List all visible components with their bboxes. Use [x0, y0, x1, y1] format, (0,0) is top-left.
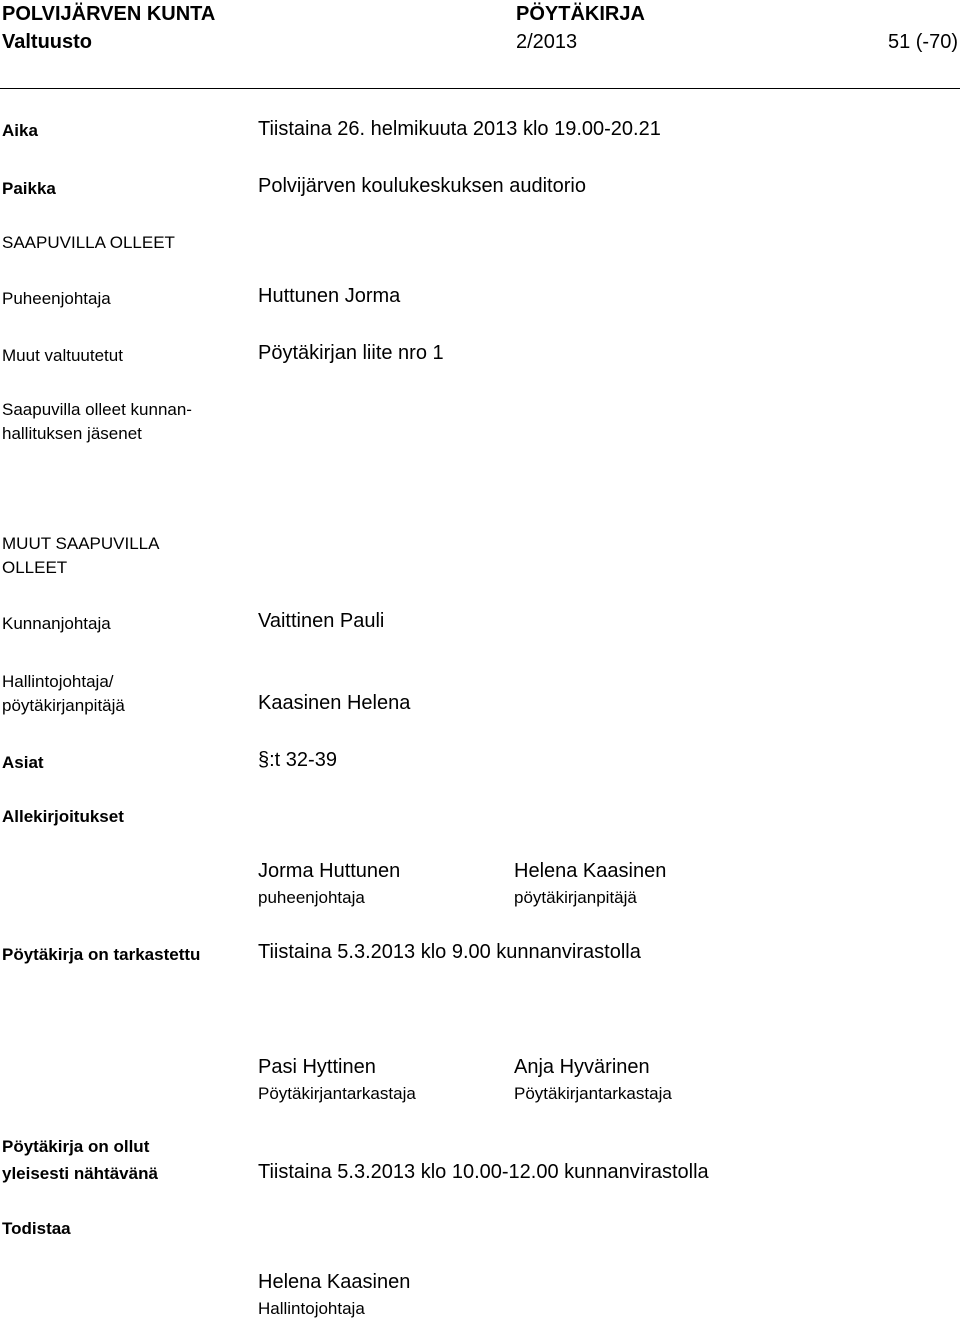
review-value: Tiistaina 5.3.2013 klo 9.00 kunnanvirastolla	[258, 941, 641, 963]
body-name: Valtuusto	[2, 31, 93, 53]
chair-label: Puheenjohtaja	[2, 289, 111, 308]
reviewer2-role: Pöytäkirjantarkastaja	[514, 1084, 672, 1103]
review-label: Pöytäkirja on tarkastettu	[2, 945, 201, 964]
signature2-name: Helena Kaasinen	[514, 860, 667, 882]
chair-value: Huttunen Jorma	[258, 285, 401, 307]
display-label-line2: yleisesti nähtävänä	[2, 1164, 158, 1183]
reviewer1-name: Pasi Hyttinen	[258, 1056, 376, 1078]
items-value: §:t 32-39	[258, 749, 337, 771]
doc-number: 2/2013	[516, 31, 578, 53]
time-value: Tiistaina 26. helmikuuta 2013 klo 19.00-20.21	[258, 118, 661, 140]
board-label-line1: Saapuvilla olleet kunnan-	[2, 400, 192, 419]
secretary-label-line1: Hallintojohtaja/	[2, 672, 114, 691]
signatures-label: Allekirjoitukset	[2, 807, 124, 826]
certifier-role: Hallintojohtaja	[258, 1299, 365, 1318]
signature1-role: puheenjohtaja	[258, 888, 365, 907]
board-label-line2: hallituksen jäsenet	[2, 424, 142, 443]
place-label: Paikka	[2, 179, 56, 198]
reviewer2-name: Anja Hyvärinen	[514, 1056, 650, 1078]
header-divider	[0, 88, 960, 89]
secretary-label-line2: pöytäkirjanpitäjä	[2, 696, 125, 715]
org-name: POLVIJÄRVEN KUNTA	[2, 3, 216, 25]
display-value: Tiistaina 5.3.2013 klo 10.00-12.00 kunnanvirastolla	[258, 1161, 709, 1183]
manager-label: Kunnanjohtaja	[2, 614, 111, 633]
doc-type: PÖYTÄKIRJA	[516, 3, 645, 25]
time-label: Aika	[2, 121, 38, 140]
present-section-title: SAAPUVILLA OLLEET	[2, 233, 175, 252]
reviewer1-role: Pöytäkirjantarkastaja	[258, 1084, 416, 1103]
display-label-line1: Pöytäkirja on ollut	[2, 1137, 150, 1156]
items-label: Asiat	[2, 753, 44, 772]
others-label: Muut valtuutetut	[2, 346, 123, 365]
other-present-title-line1: MUUT SAAPUVILLA	[2, 534, 160, 553]
other-present-title-line2: OLLEET	[2, 558, 68, 577]
others-value: Pöytäkirjan liite nro 1	[258, 342, 444, 364]
certifier-name: Helena Kaasinen	[258, 1271, 411, 1293]
secretary-value: Kaasinen Helena	[258, 692, 411, 714]
certify-label: Todistaa	[2, 1219, 71, 1238]
place-value: Polvijärven koulukeskuksen auditorio	[258, 175, 586, 197]
manager-value: Vaittinen Pauli	[258, 610, 385, 632]
signature1-name: Jorma Huttunen	[258, 860, 401, 882]
signature2-role: pöytäkirjanpitäjä	[514, 888, 637, 907]
page-number: 51 (-70)	[887, 31, 958, 53]
